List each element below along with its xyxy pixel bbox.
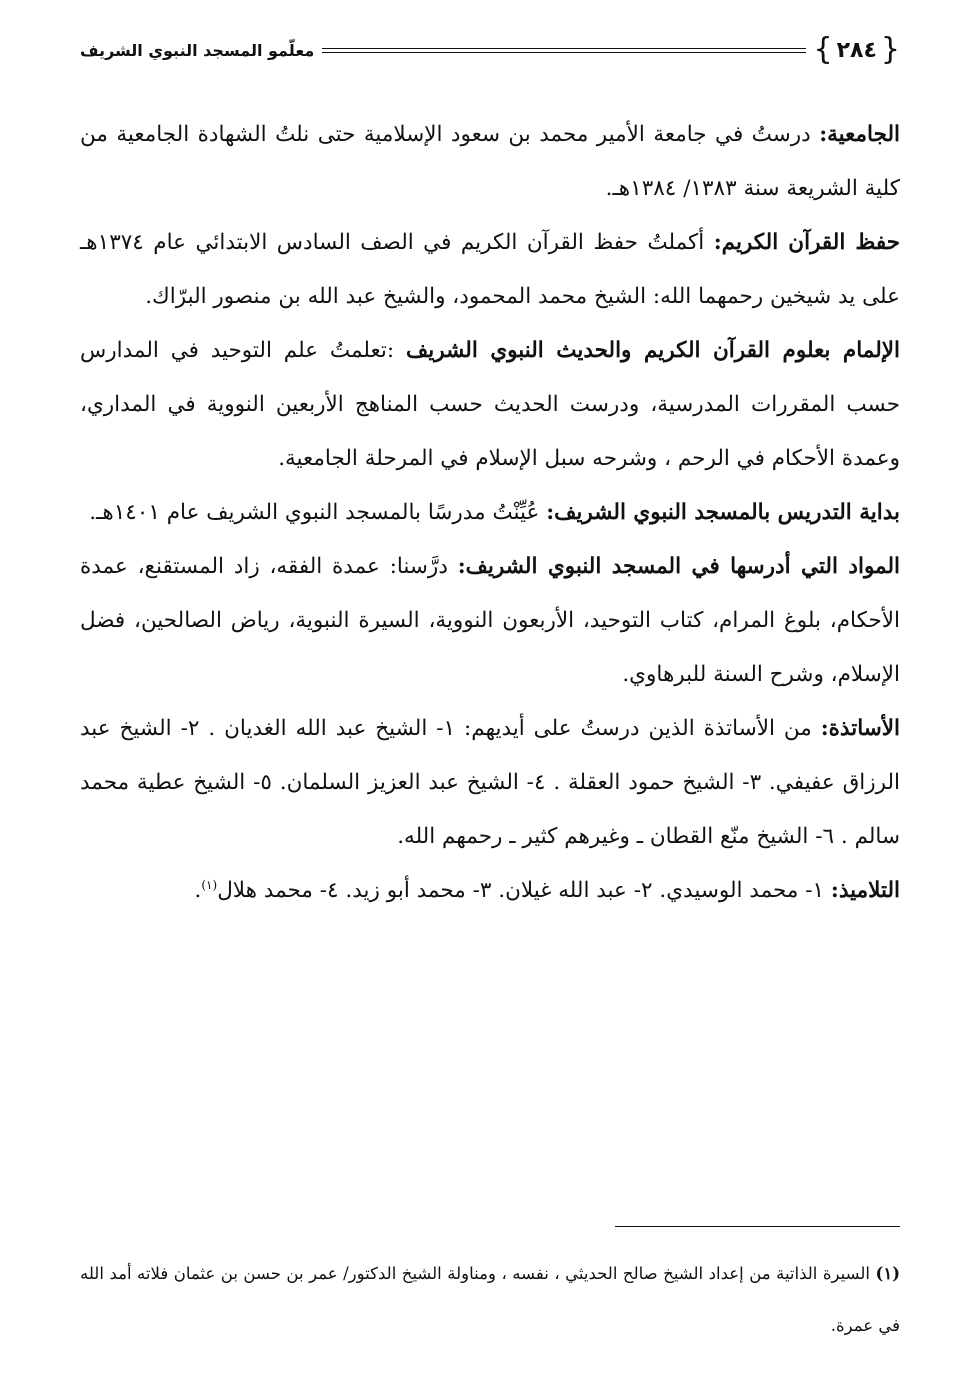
book-title: معلّمو المسجد النبوي الشريف xyxy=(80,40,315,60)
paragraph-teaching-start xyxy=(80,486,900,540)
right-bracket: } xyxy=(813,32,833,67)
paragraph-text: :تعلمتُ علم التوحيد في المدارس حسب المقررات المدرسية، ودرست الحديث حسب المناهج الأربعين النووية في المداري، وعمدة الأحكام في الرحم ، وشرحه سبل الإسلام في المرحلة الجامعية. xyxy=(80,338,900,471)
paragraph-text: درستُ في جامعة الأمير محمد بن سعود الإسلامية حتى نلتُ الشهادة الجامعية من كلية الشريعة سنة ١٣٨٣/ ١٣٨٤هـ. xyxy=(80,122,900,201)
paragraph-text: أكملتُ حفظ القرآن الكريم في الصف السادس الابتدائي عام ١٣٧٤هـ على يد شيخين رحمهما الله: الشيخ محمد المحمود، والشيخ عبد الله بن منصور البرّاك. xyxy=(80,230,900,309)
paragraph-teachers xyxy=(80,702,900,864)
paragraph-heading: المواد التي أدرسها في المسجد النبوي الشريف: xyxy=(457,554,901,579)
page-number-box xyxy=(813,32,900,67)
running-header xyxy=(80,30,900,70)
footnote-1 xyxy=(80,1248,900,1352)
paragraph-heading: بداية التدريس بالمسجد النبوي الشريف: xyxy=(546,500,900,525)
paragraph-tail: . xyxy=(194,878,202,903)
paragraph-heading: الأساتذة: xyxy=(820,716,901,741)
paragraph-text: من الأساتذة الذين درستُ على أيديهم: ١- الشيخ عبد الله الغديان . ٢- الشيخ عبد الرزاق عفيفي. ٣- الشيخ حمود العقلة . ٤- الشيخ عبد العزيز السلمان. ٥- الشيخ عطية محمد سالم . ٦- الشيخ منّع القطان ـ وغيرهم كثير ـ رحمهم الله. xyxy=(80,716,900,849)
footnote-mark: (١) xyxy=(875,1264,900,1283)
paragraph-sciences xyxy=(80,324,900,486)
page-number: ٢٨٤ xyxy=(836,37,877,63)
paragraph-students xyxy=(80,864,900,918)
paragraph-heading: حفظ القرآن الكريم: xyxy=(713,230,901,255)
header-rule xyxy=(322,48,805,53)
paragraph-university xyxy=(80,108,900,216)
paragraph-text: عُيِّنْتُ مدرسًا بالمسجد النبوي الشريف عام ١٤٠١هـ. xyxy=(89,500,547,525)
footnote-reference[interactable]: (١) xyxy=(201,877,218,892)
paragraph-heading: التلاميذ: xyxy=(830,878,900,903)
main-text xyxy=(80,108,900,918)
footnotes xyxy=(80,1248,900,1352)
paragraph-subjects xyxy=(80,540,900,702)
footnote-separator xyxy=(615,1226,900,1227)
paragraph-text: درَّسنا: عمدة الفقه، زاد المستقنع، عمدة الأحكام، بلوغ المرام، كتاب التوحيد، الأربعون النووية، السيرة النبوية، رياض الصالحين، فضل الإسلام، وشرح السنة للبرهاوي. xyxy=(80,554,900,687)
paragraph-text: ١- محمد الوسيدي. ٢- عبد الله غيلان. ٣- محمد أبو زيد. ٤- محمد هلال xyxy=(217,878,831,903)
left-bracket: { xyxy=(880,32,900,67)
footnote-text: السيرة الذاتية من إعداد الشيخ صالح الحديثي ، نفسه ، ومناولة الشيخ الدكتور/ عمر بن حسن بن عثمان فلاته أمد الله في عمرة. xyxy=(80,1264,900,1335)
paragraph-heading: الجامعية: xyxy=(819,122,900,147)
paragraph-heading: الإلمام بعلوم القرآن الكريم والحديث النبوي الشريف xyxy=(406,338,901,363)
paragraph-quran-memorization xyxy=(80,216,900,324)
